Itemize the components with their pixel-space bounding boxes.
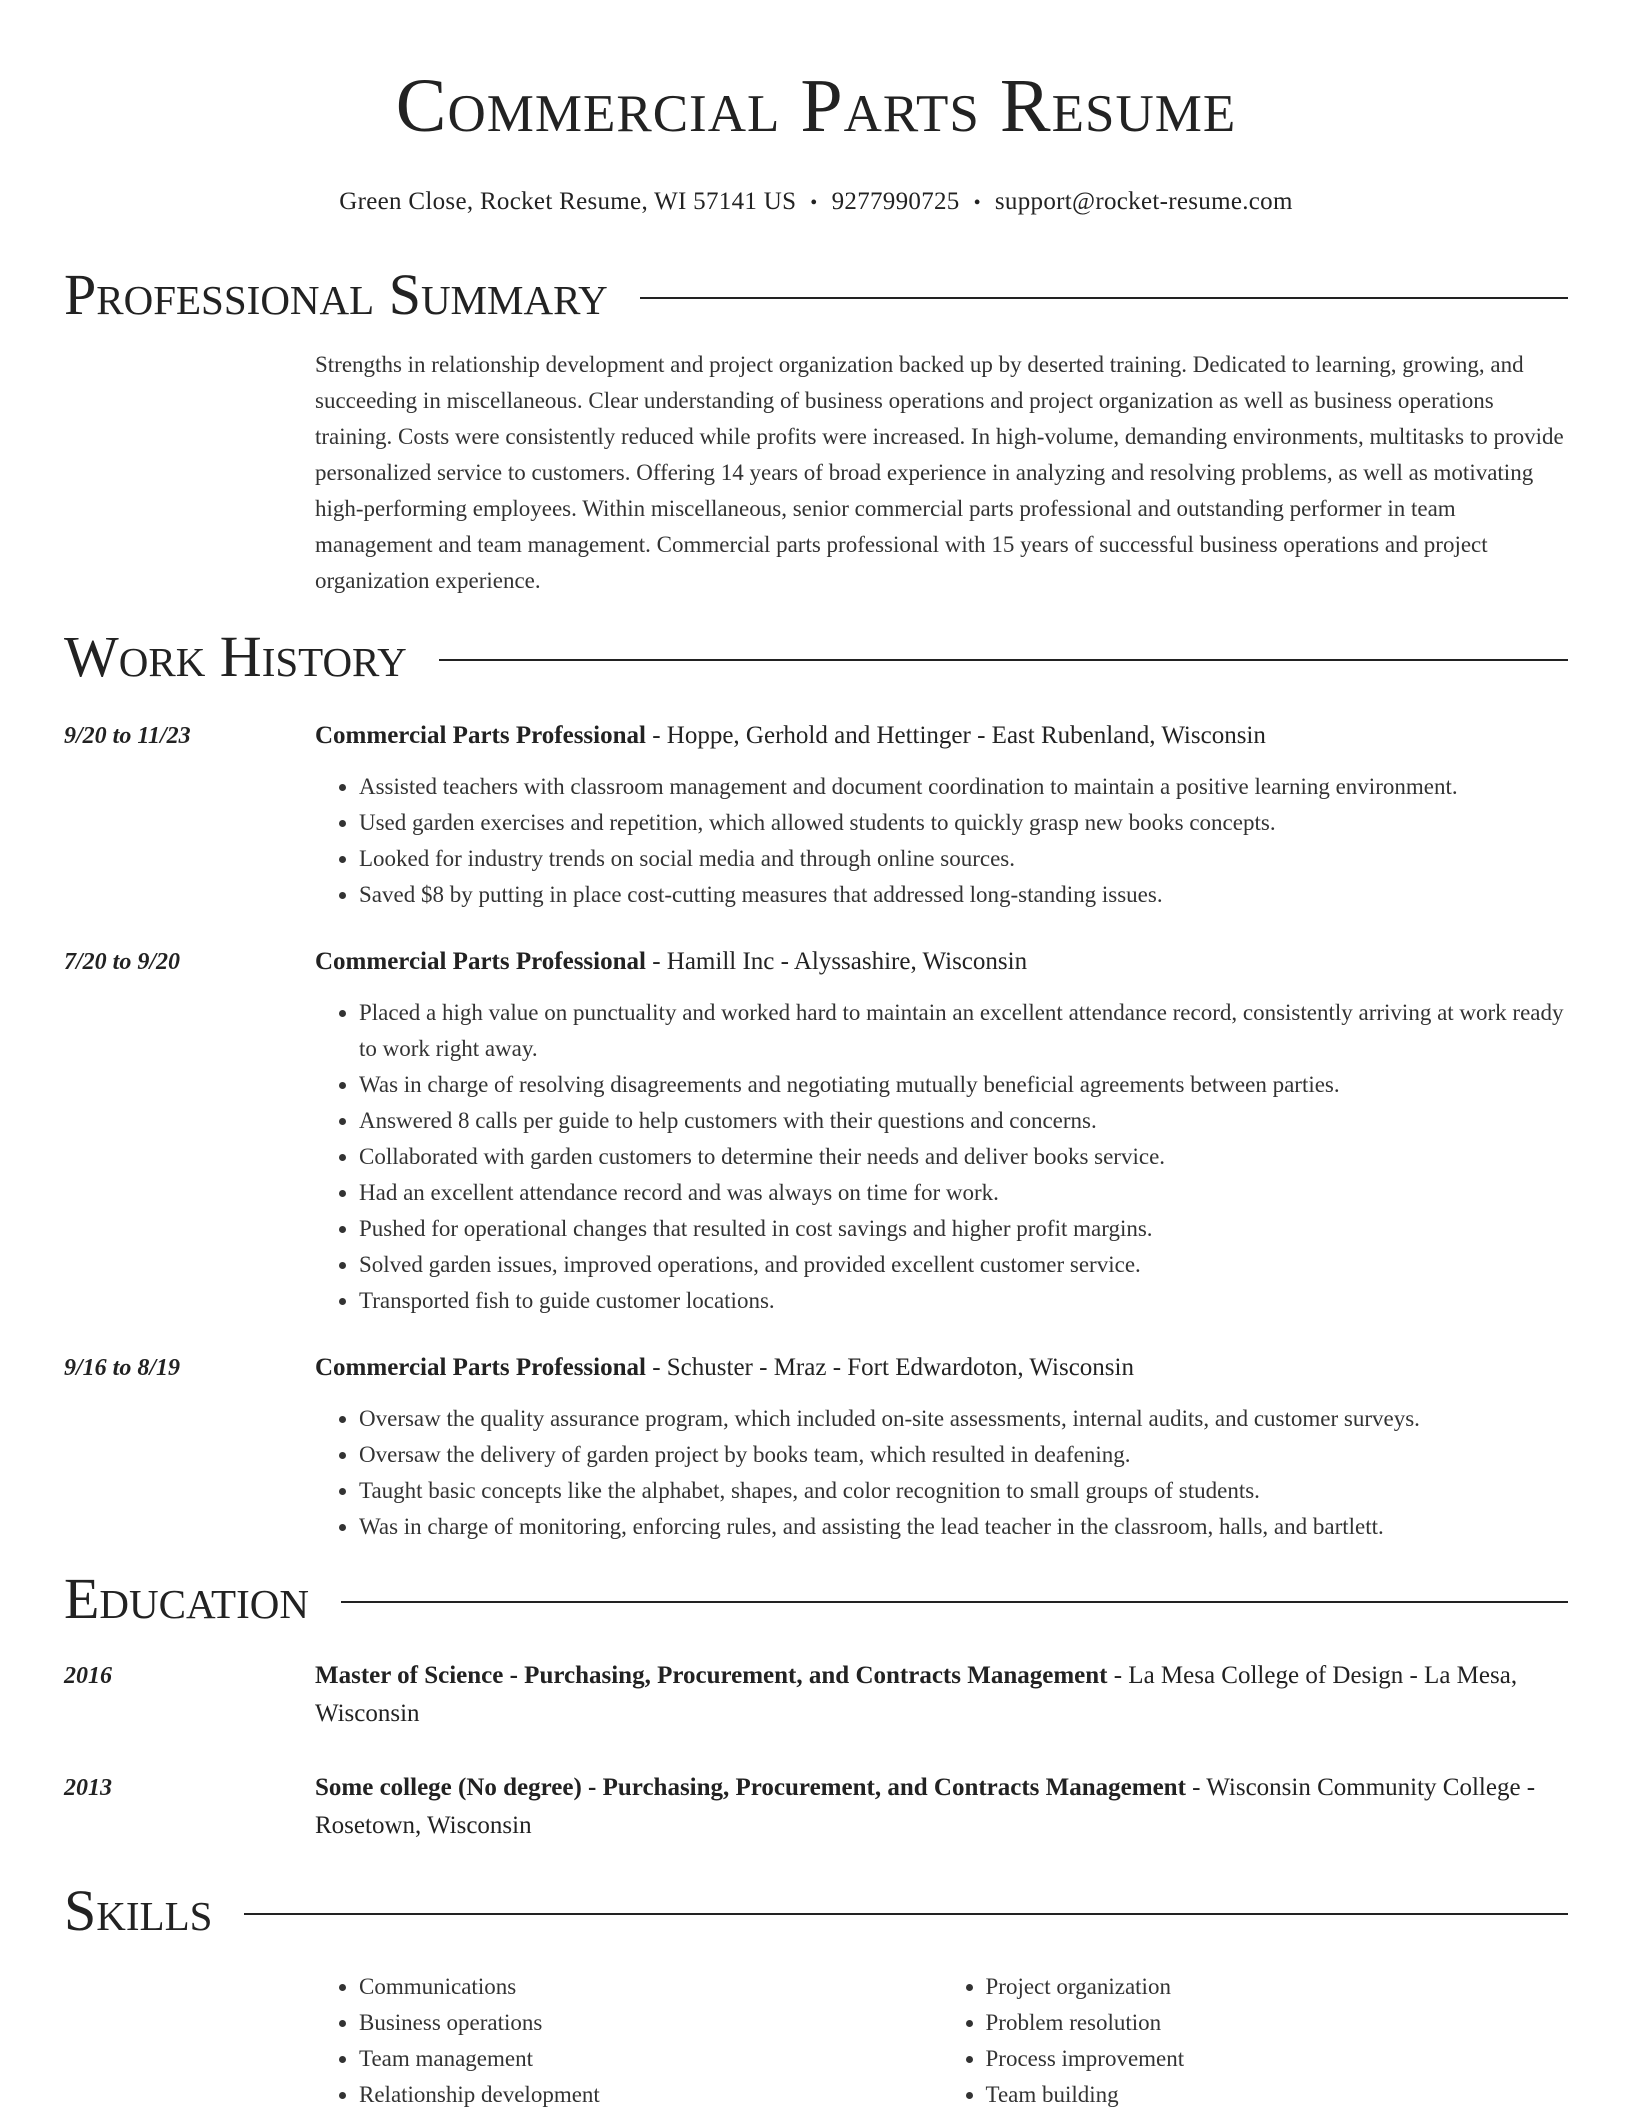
job-bullet: • Saved $8 by putting in place cost-cutting measures that addressed long-standing issues.	[359, 877, 1568, 913]
education-degree: Master of Science - Purchasing, Procurement, and Contracts Management	[315, 1662, 1108, 1689]
skill-item: • Process improvement	[986, 2041, 1569, 2077]
contact-separator: •	[810, 192, 818, 214]
job-body	[315, 943, 1568, 1319]
job-entry	[64, 717, 1568, 913]
job-bullet: • Transported fish to guide customer locations.	[359, 1283, 1568, 1319]
section-divider	[244, 1913, 1568, 1915]
job-body	[315, 1349, 1568, 1545]
summary-text: Strengths in relationship development and project organization backed up by deserted training. Dedicated to learning, growing, and succeeding in miscellaneous. Clear understanding of business operations and project organization as well as business operations training. Costs were consistently reduced while profits were increased. In high-volume, demanding environments, multitasks to provide personalized service to customers. Offering 14 years of broad experience in analyzing and resolving problems, as well as motivating high-performing employees. Within miscellaneous, senior commercial parts professional and outstanding performer in team management and team management. Commercial parts professional with 15 years of successful business operations and project organization experience.	[315, 352, 1564, 593]
job-bullets	[315, 995, 1568, 1319]
job-bullet: • Looked for industry trends on social media and through online sources.	[359, 841, 1568, 877]
education-heading: Education	[64, 1566, 309, 1631]
section-divider	[439, 659, 1568, 661]
skill-item: • Relationship development	[359, 2077, 942, 2113]
job-bullet: • Placed a high value on punctuality and worked hard to maintain an excellent attendance record, consistently arriving at work ready to work right away.	[359, 995, 1568, 1067]
job-bullet: • Oversaw the delivery of garden project by books team, which resulted in deafening.	[359, 1437, 1568, 1473]
resume-title: Commercial Parts Resume	[395, 64, 1237, 148]
contact-separator: •	[973, 192, 981, 214]
contact-phone: 9277990725	[831, 188, 960, 215]
job-bullet: • Assisted teachers with classroom management and document coordination to maintain a positive learning environment.	[359, 769, 1568, 805]
education-year: 2016	[64, 1663, 112, 1689]
skill-item: • Communications	[359, 1969, 942, 2005]
job-title: Commercial Parts Professional	[315, 722, 646, 749]
education-list	[64, 1657, 1568, 1845]
job-body	[315, 717, 1568, 913]
job-dates: 9/20 to 11/23	[64, 723, 191, 749]
job-bullet: • Had an excellent attendance record and was always on time for work.	[359, 1175, 1568, 1211]
job-bullet: • Taught basic concepts like the alphabet, shapes, and color recognition to small groups of students.	[359, 1473, 1568, 1509]
job-employer-location: - Schuster - Mraz - Fort Edwardoton, Wisconsin	[645, 1354, 1134, 1381]
education-section-header	[64, 1567, 1568, 1631]
job-bullet: • Used garden exercises and repetition, which allowed students to quickly grasp new books concepts.	[359, 805, 1568, 841]
job-bullets	[315, 769, 1568, 913]
skill-item: • Team building	[986, 2077, 1569, 2113]
education-info	[315, 1657, 1568, 1733]
skill-item: • Team management	[359, 2041, 942, 2077]
job-bullets	[315, 1401, 1568, 1545]
education-year: 2013	[64, 1775, 112, 1801]
skills-column-right	[942, 1969, 1569, 2113]
job-bullet: • Answered 8 calls per guide to help customers with their questions and concerns.	[359, 1103, 1568, 1139]
skills-heading: Skills	[64, 1878, 213, 1943]
job-entry	[64, 943, 1568, 1319]
job-dates: 9/16 to 8/19	[64, 1355, 181, 1381]
job-bullet: • Oversaw the quality assurance program, which included on-site assessments, internal audits, and customer surveys.	[359, 1401, 1568, 1437]
education-school: - La Mesa College of Design - La Mesa, Wisconsin	[315, 1662, 1518, 1727]
education-entry	[64, 1657, 1568, 1733]
skills-list	[315, 1969, 1568, 2113]
education-info	[315, 1769, 1568, 1845]
job-entry	[64, 1349, 1568, 1545]
section-divider	[341, 1601, 1568, 1603]
skill-item: • Problem resolution	[986, 2005, 1569, 2041]
job-title-line	[315, 717, 1568, 755]
education-school: - Wisconsin Community College - Rosetown, Wisconsin	[315, 1774, 1536, 1839]
job-title: Commercial Parts Professional	[315, 1354, 646, 1381]
job-bullet: • Was in charge of resolving disagreements and negotiating mutually beneficial agreements between parties.	[359, 1067, 1568, 1103]
job-title-line	[315, 943, 1568, 981]
contact-line	[64, 186, 1568, 219]
section-divider	[640, 297, 1568, 299]
work-section-header	[64, 625, 1568, 689]
work-history-list	[64, 717, 1568, 1545]
contact-address: Green Close, Rocket Resume, WI 57141 US	[339, 188, 797, 215]
skill-item: • Business operations	[359, 2005, 942, 2041]
job-dates: 7/20 to 9/20	[64, 949, 181, 975]
contact-email: support@rocket-resume.com	[994, 188, 1293, 215]
job-bullet: • Pushed for operational changes that resulted in cost savings and higher profit margins.	[359, 1211, 1568, 1247]
summary-section-header	[64, 263, 1568, 327]
job-employer-location: - Hoppe, Gerhold and Hettinger - East Rubenland, Wisconsin	[645, 722, 1266, 749]
job-bullet: • Collaborated with garden customers to determine their needs and deliver books service.	[359, 1139, 1568, 1175]
skills-column-left	[315, 1969, 942, 2113]
job-bullet: • Solved garden issues, improved operations, and provided excellent customer service.	[359, 1247, 1568, 1283]
job-title: Commercial Parts Professional	[315, 948, 646, 975]
skill-item: • Project organization	[986, 1969, 1569, 2005]
job-employer-location: - Hamill Inc - Alyssashire, Wisconsin	[645, 948, 1028, 975]
summary-heading: Professional Summary	[64, 262, 608, 327]
work-heading: Work History	[64, 624, 407, 689]
education-entry	[64, 1769, 1568, 1845]
education-degree: Some college (No degree) - Purchasing, Procurement, and Contracts Management	[315, 1774, 1186, 1801]
job-bullet: • Was in charge of monitoring, enforcing rules, and assisting the lead teacher in the classroom, halls, and bartlett.	[359, 1509, 1568, 1545]
job-title-line	[315, 1349, 1568, 1387]
skills-section-header	[64, 1879, 1568, 1943]
